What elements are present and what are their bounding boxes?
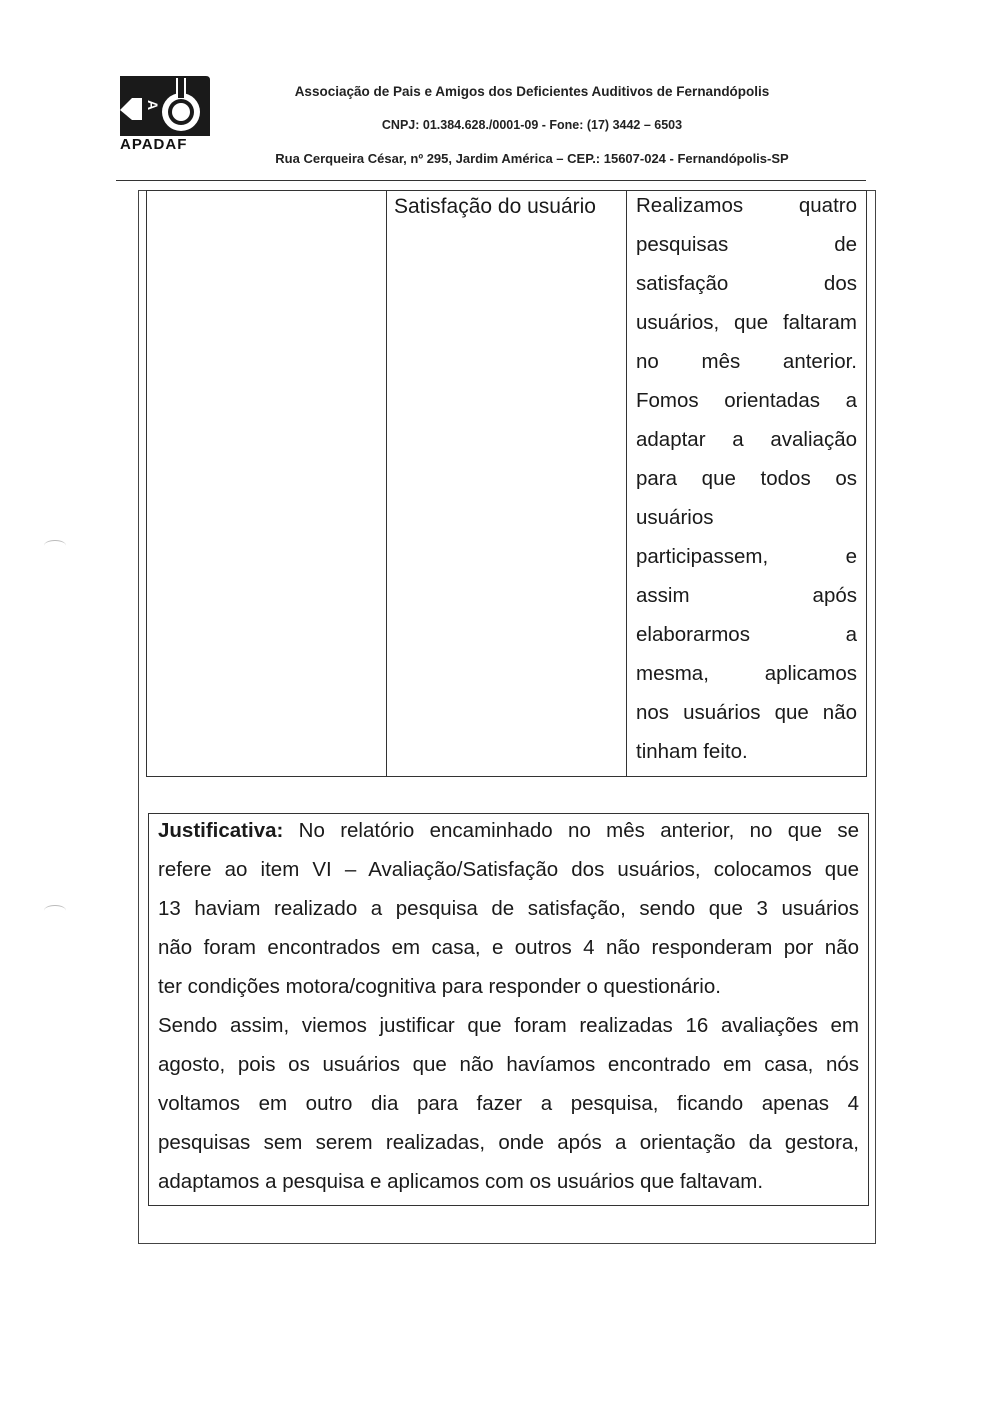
table-cell-indicator: Satisfação do usuário bbox=[394, 195, 596, 218]
column-divider bbox=[386, 191, 387, 776]
table-cell-text-line: assim após bbox=[636, 584, 857, 607]
table-cell-text-line: no mês anterior. bbox=[636, 350, 857, 373]
justification-line: não foram encontrados em casa, e outros 4 não responderam por não bbox=[158, 936, 859, 959]
table-cell-text-line: pesquisas de bbox=[636, 233, 857, 256]
justification-line: ter condições motora/cognitiva para responder o questionário. bbox=[158, 975, 721, 998]
table-cell-text-line: satisfação dos bbox=[636, 272, 857, 295]
justification-line: voltamos em outro dia para fazer a pesquisa, ficando apenas 4 bbox=[158, 1092, 859, 1115]
table-cell-text-line: usuários bbox=[636, 506, 714, 529]
justification-label: Justificativa: bbox=[158, 819, 284, 842]
table-cell-text-line: usuários, que faltaram bbox=[636, 311, 857, 334]
scan-mark bbox=[44, 905, 66, 916]
justification-line: 13 haviam realizado a pesquisa de satisfação, sendo que 3 usuários bbox=[158, 897, 859, 920]
justification-box bbox=[148, 813, 869, 1206]
scan-mark bbox=[44, 540, 66, 551]
justification-line: agosto, pois os usuários que não havíamos encontrado em casa, nós bbox=[158, 1053, 859, 1076]
evaluation-table bbox=[146, 190, 867, 777]
cnpj-phone-line: CNPJ: 01.384.628./0001-09 - Fone: (17) 3442 – 6503 bbox=[381, 118, 683, 132]
column-divider bbox=[626, 191, 627, 776]
organization-name: Associação de Pais e Amigos dos Deficientes Auditivos de Fernandópolis bbox=[294, 84, 770, 99]
table-cell-text-line: Realizamos quatro bbox=[636, 194, 857, 217]
address-line: Rua Cerqueira César, nº 295, Jardim América – CEP.: 15607-024 - Fernandópolis-SP bbox=[275, 151, 789, 166]
table-cell-text-line: elaborarmos a bbox=[636, 623, 857, 646]
justification-line: pesquisas sem serem realizadas, onde após a orientação da gestora, bbox=[158, 1131, 859, 1154]
logo-text: APADAF bbox=[120, 136, 188, 153]
justification-first-line bbox=[158, 816, 859, 846]
table-cell-text-line: nos usuários que não bbox=[636, 701, 857, 724]
header-rule bbox=[116, 180, 866, 181]
justification-line: Sendo assim, viemos justificar que foram realizadas 16 avaliações em bbox=[158, 1014, 859, 1037]
table-cell-text-line: para que todos os bbox=[636, 467, 857, 490]
table-cell-text-line: adaptar a avaliação bbox=[636, 428, 857, 451]
svg-text:A: A bbox=[145, 100, 161, 111]
table-cell-text-line: Fomos orientadas a bbox=[636, 389, 857, 412]
table-cell-text-line: participassem, e bbox=[636, 545, 857, 568]
table-cell-text-line: mesma, aplicamos bbox=[636, 662, 857, 685]
table-cell-text-line: tinham feito. bbox=[636, 740, 748, 763]
justification-line: adaptamos a pesquisa e aplicamos com os usuários que faltavam. bbox=[158, 1170, 764, 1193]
justification-text: No relatório encaminhado no mês anterior, no que se bbox=[283, 819, 859, 842]
justification-line: refere ao item VI – Avaliação/Satisfação dos usuários, colocamos que bbox=[158, 858, 859, 881]
